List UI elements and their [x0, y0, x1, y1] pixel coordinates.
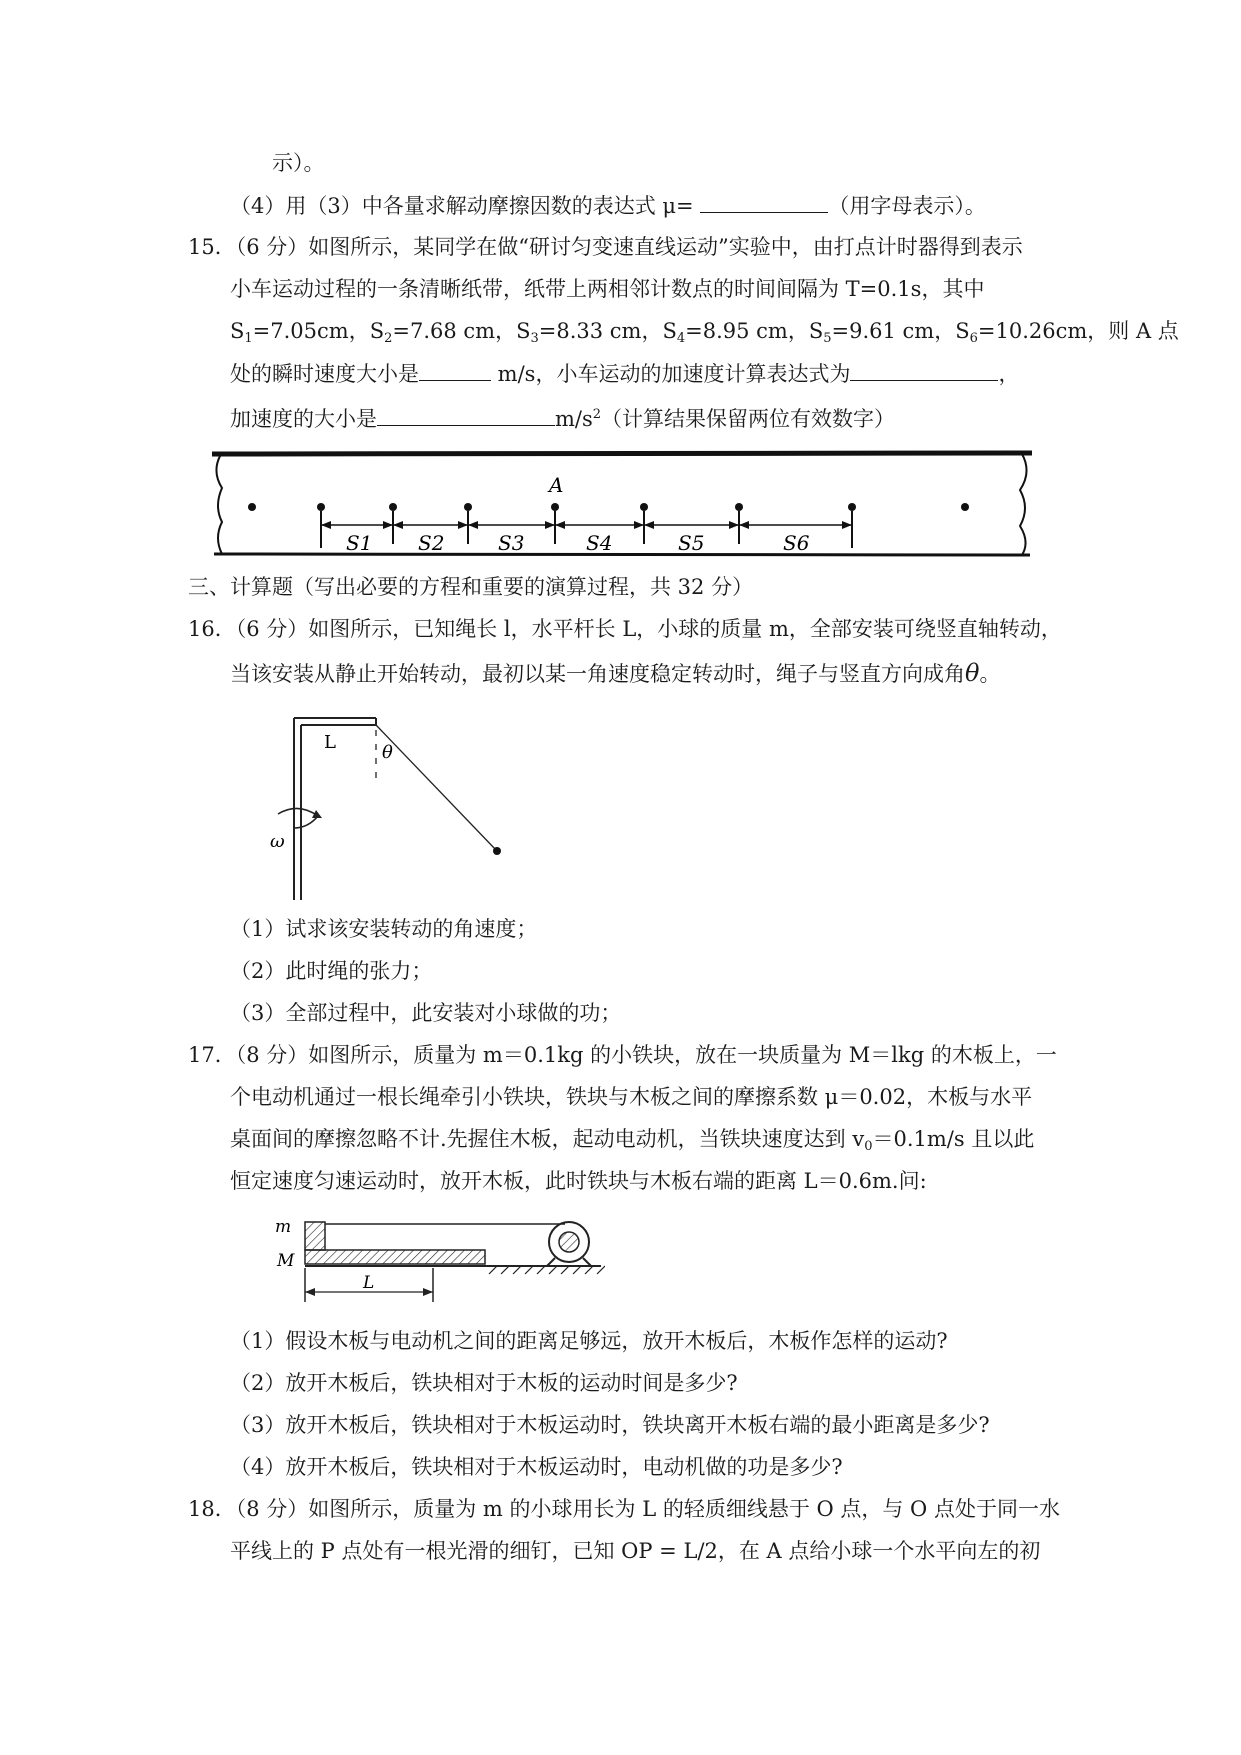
q18-heading: 18．（8 分）如图所示，质量为 m 的小球用长为 L 的轻质细线悬于 O 点，与 O 点处于同一水: [188, 1497, 1060, 1521]
s6-sub: 6: [969, 331, 978, 346]
q15-line5-c: （计算结果保留两位有效数字）: [601, 407, 896, 431]
s2-sub: 2: [384, 331, 393, 346]
s5-sub: 5: [823, 331, 832, 346]
q16-line2-text: 当该安装从静止开始转动，最初以某一角速度稳定转动时，绳子与竖直方向成角: [230, 662, 965, 686]
seg-label: S5: [678, 531, 705, 555]
s6-value: =10.26cm，则 A 点: [977, 319, 1179, 343]
q15-line5: [230, 400, 895, 434]
s1-sub: 1: [244, 331, 253, 346]
q14-part4-tail: （用字母表示）。: [828, 194, 986, 218]
section-3-heading: 三、计算题（写出必要的方程和重要的演算过程，共 32 分）: [188, 575, 754, 599]
q16-part2: （2）此时绳的张力；: [230, 959, 433, 983]
L-label: L: [363, 1273, 375, 1293]
q14-part4: [230, 190, 986, 221]
s2-symbol: S: [369, 319, 385, 343]
q17-line2: 个电动机通过一根长绳牵引小铁块，铁块与木板之间的摩擦系数 μ＝0.02，木板与水平: [230, 1085, 1033, 1109]
s5-value: =9.61 cm，: [831, 319, 956, 343]
q17-line3: [230, 1124, 1034, 1162]
tape-dot: [735, 503, 743, 511]
tape-dot: [961, 503, 969, 511]
seg-label: S6: [783, 531, 810, 555]
q17-line3-text: 桌面间的摩擦忽略不计.先握住木板，起动电动机，当铁块速度达到 v: [230, 1127, 865, 1151]
s4-value: =8.95 cm，: [685, 319, 809, 343]
seg-label: S4: [586, 531, 613, 555]
s3-sub: 3: [530, 331, 539, 346]
q16-part3: （3）全部过程中，此安装对小球做的功；: [230, 1001, 622, 1025]
q17-line4: 恒定速度匀速运动时，放开木板，此时铁块与木板右端的距离 L＝0.6m.问:: [230, 1169, 927, 1193]
point-a-label: A: [549, 473, 564, 497]
q15-heading: 15．（6 分）如图所示，某同学在做“研讨匀变速直线运动”实验中，由打点计时器得到表示: [188, 235, 1023, 259]
q17-part2: （2）放开木板后，铁块相对于木板的运动时间是多少?: [230, 1371, 738, 1395]
q16-part1: （1）试求该安装转动的角速度；: [230, 917, 538, 941]
q15-line2: 小车运动过程的一条清晰纸带，纸带上两相邻计数点的时间间隔为 T=0.1s，其中: [230, 277, 985, 301]
tape-dot: [317, 503, 325, 511]
q16-line2-end: 。: [979, 662, 1001, 686]
v0-sub: 0: [864, 1139, 873, 1154]
s2-value: =7.68 cm，: [392, 319, 517, 343]
paper-tape-figure: [212, 448, 1034, 560]
q15-line4: [230, 358, 1019, 389]
m-label: m: [275, 1217, 292, 1237]
tape-dot: [248, 503, 256, 511]
q18-line2: 平线上的 P 点处有一根光滑的细钉，已知 OP = L/2，在 A 点给小球一个水平向左的初: [230, 1539, 1041, 1563]
s4-sub: 4: [676, 331, 686, 346]
q15-line4-c: ，: [998, 362, 1020, 386]
seg-label: S2: [418, 531, 445, 555]
tape-dots: [248, 503, 969, 511]
answer-blank-accel-expr[interactable]: [850, 358, 998, 381]
q15-line4-b: m/s，小车运动的加速度计算表达式为: [491, 362, 851, 386]
theta-symbol: θ: [965, 659, 980, 687]
s4-symbol: S: [662, 319, 677, 343]
answer-blank-accel[interactable]: [377, 403, 555, 426]
q17-line3-tail: ＝0.1m/s 且以此: [872, 1127, 1035, 1151]
q16-heading: 16．（6 分）如图所示，已知绳长 l，水平杆长 L，小球的质量 m，全部安装可绕竖直轴转动，: [188, 617, 1062, 641]
s1-symbol: S: [230, 319, 245, 343]
line-continuation: 示）。: [272, 151, 325, 175]
unit-square: 2: [592, 407, 602, 422]
omega-label: ω: [270, 831, 285, 852]
q17-part4: （4）放开木板后，铁块相对于木板运动时，电动机做的功是多少?: [230, 1455, 843, 1479]
q17-part3: （3）放开木板后，铁块相对于木板运动时，铁块离开木板右端的最小距离是多少?: [230, 1413, 990, 1437]
rotating-apparatus-figure: [270, 710, 510, 905]
answer-blank-velocity[interactable]: [419, 358, 491, 381]
q17-part1: （1）假设木板与电动机之间的距离足够远，放开木板后，木板作怎样的运动?: [230, 1329, 948, 1353]
tape-dot: [464, 503, 472, 511]
tape-dot: [389, 503, 397, 511]
rod-label: L: [324, 732, 336, 753]
q15-line5-a: 加速度的大小是: [230, 407, 377, 431]
s1-value: =7.05cm，: [252, 319, 370, 343]
q17-heading: 17．（8 分）如图所示，质量为 m＝0.1kg 的小铁块，放在一块质量为 M＝lkg 的木板上，一: [188, 1043, 1057, 1067]
M-label: M: [277, 1251, 295, 1271]
seg-label: S1: [346, 531, 373, 555]
tape-dot: [551, 503, 559, 511]
s6-symbol: S: [955, 319, 970, 343]
seg-label: S3: [498, 531, 525, 555]
q15-line5-unit: m/s: [555, 407, 593, 431]
q16-line2: [230, 658, 1000, 689]
angle-label: θ: [382, 742, 393, 763]
tape-dot: [848, 503, 856, 511]
s3-value: =8.33 cm，: [538, 319, 663, 343]
q14-part4-text: （4）用（3）中各量求解动摩擦因数的表达式 μ=: [230, 194, 694, 218]
q15-line4-a: 处的瞬时速度大小是: [230, 362, 419, 386]
q15-line3: [230, 316, 1179, 354]
answer-blank-mu[interactable]: [700, 190, 828, 213]
s3-symbol: S: [516, 319, 531, 343]
tape-dot: [640, 503, 648, 511]
s5-symbol: S: [808, 319, 824, 343]
motor-board-figure: [275, 1210, 605, 1305]
